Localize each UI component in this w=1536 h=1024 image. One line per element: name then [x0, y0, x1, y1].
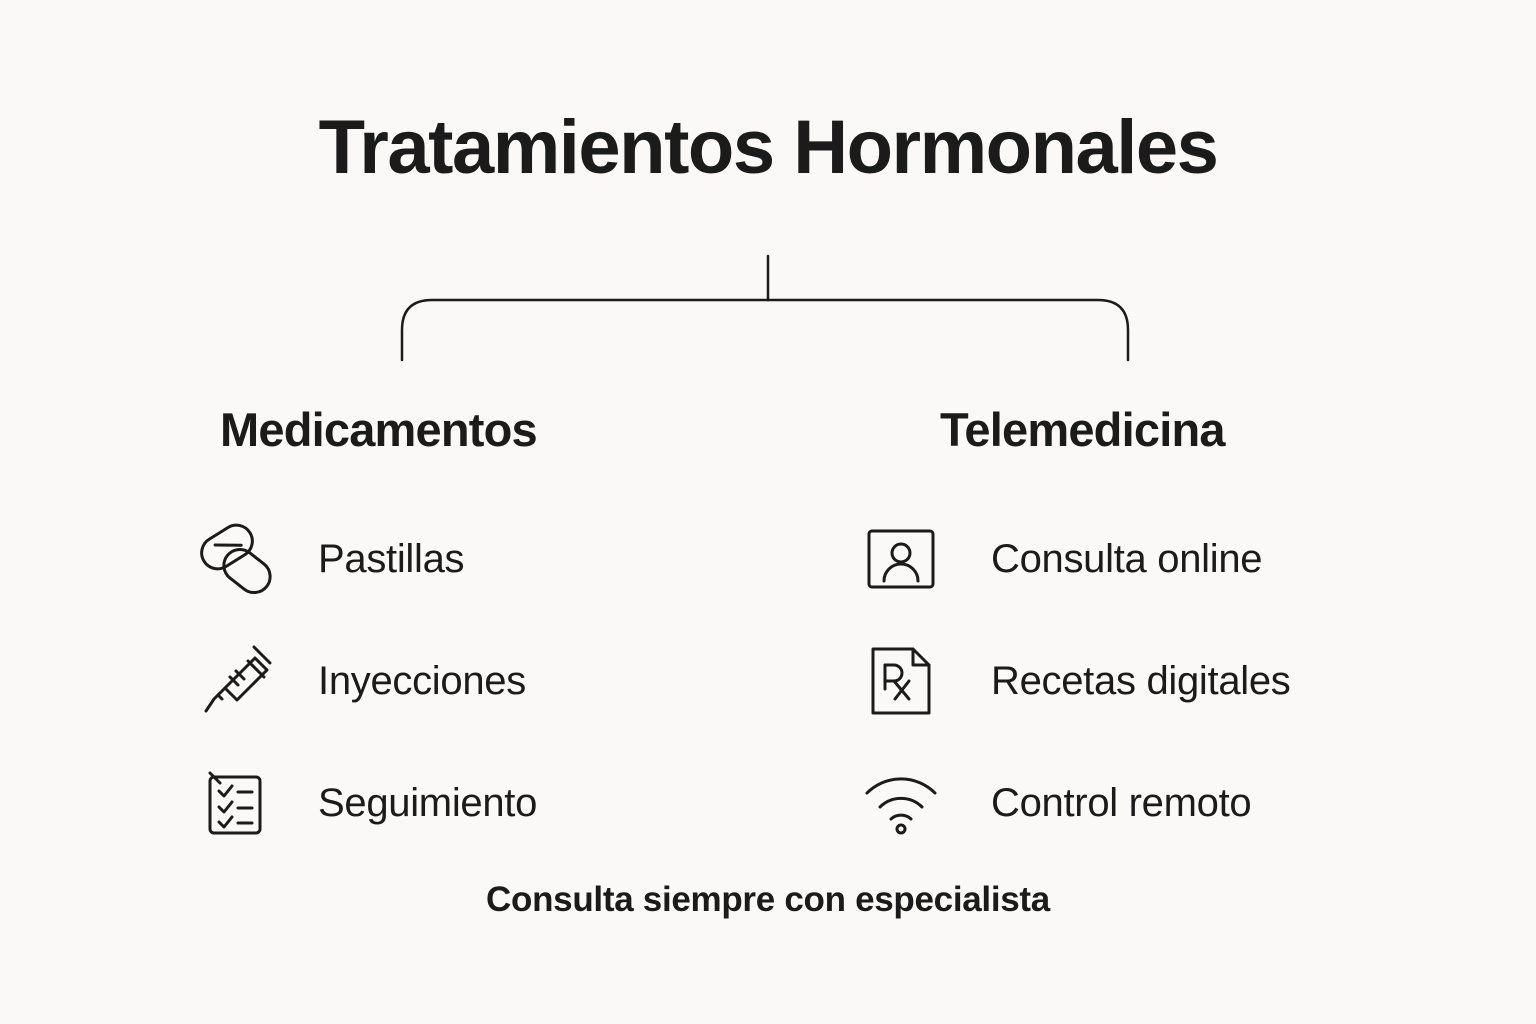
- list-item-label: Consulta online: [991, 536, 1263, 581]
- list-item: [855, 742, 1495, 864]
- list-item: [855, 498, 1495, 620]
- footer-note: Consulta siempre con especialista: [486, 880, 1050, 919]
- pills-icon: [190, 513, 282, 605]
- prescription-rx-document-icon: [855, 635, 947, 727]
- list-item-label: Recetas digitales: [991, 658, 1291, 703]
- syringe-icon: [190, 635, 282, 727]
- wifi-signal-icon: [855, 757, 947, 849]
- list-item-label: Pastillas: [318, 536, 465, 581]
- video-consult-person-icon: [855, 513, 947, 605]
- list-item-label: Inyecciones: [318, 658, 526, 703]
- page-title: Tratamientos Hormonales: [318, 105, 1218, 190]
- branch-items-medicamentos: [190, 498, 830, 864]
- branch-connector: [0, 250, 1536, 380]
- branch-items-telemedicina: [855, 498, 1495, 864]
- list-item: [190, 742, 830, 864]
- checklist-clipboard-icon: [190, 757, 282, 849]
- branch-heading-telemedicina: Telemedicina: [940, 403, 1225, 456]
- list-item: [190, 620, 830, 742]
- list-item: [855, 620, 1495, 742]
- list-item: [190, 498, 830, 620]
- branch-heading-medicamentos: Medicamentos: [220, 403, 537, 456]
- list-item-label: Control remoto: [991, 780, 1252, 825]
- list-item-label: Seguimiento: [318, 780, 538, 825]
- connector-lines: [0, 250, 1536, 380]
